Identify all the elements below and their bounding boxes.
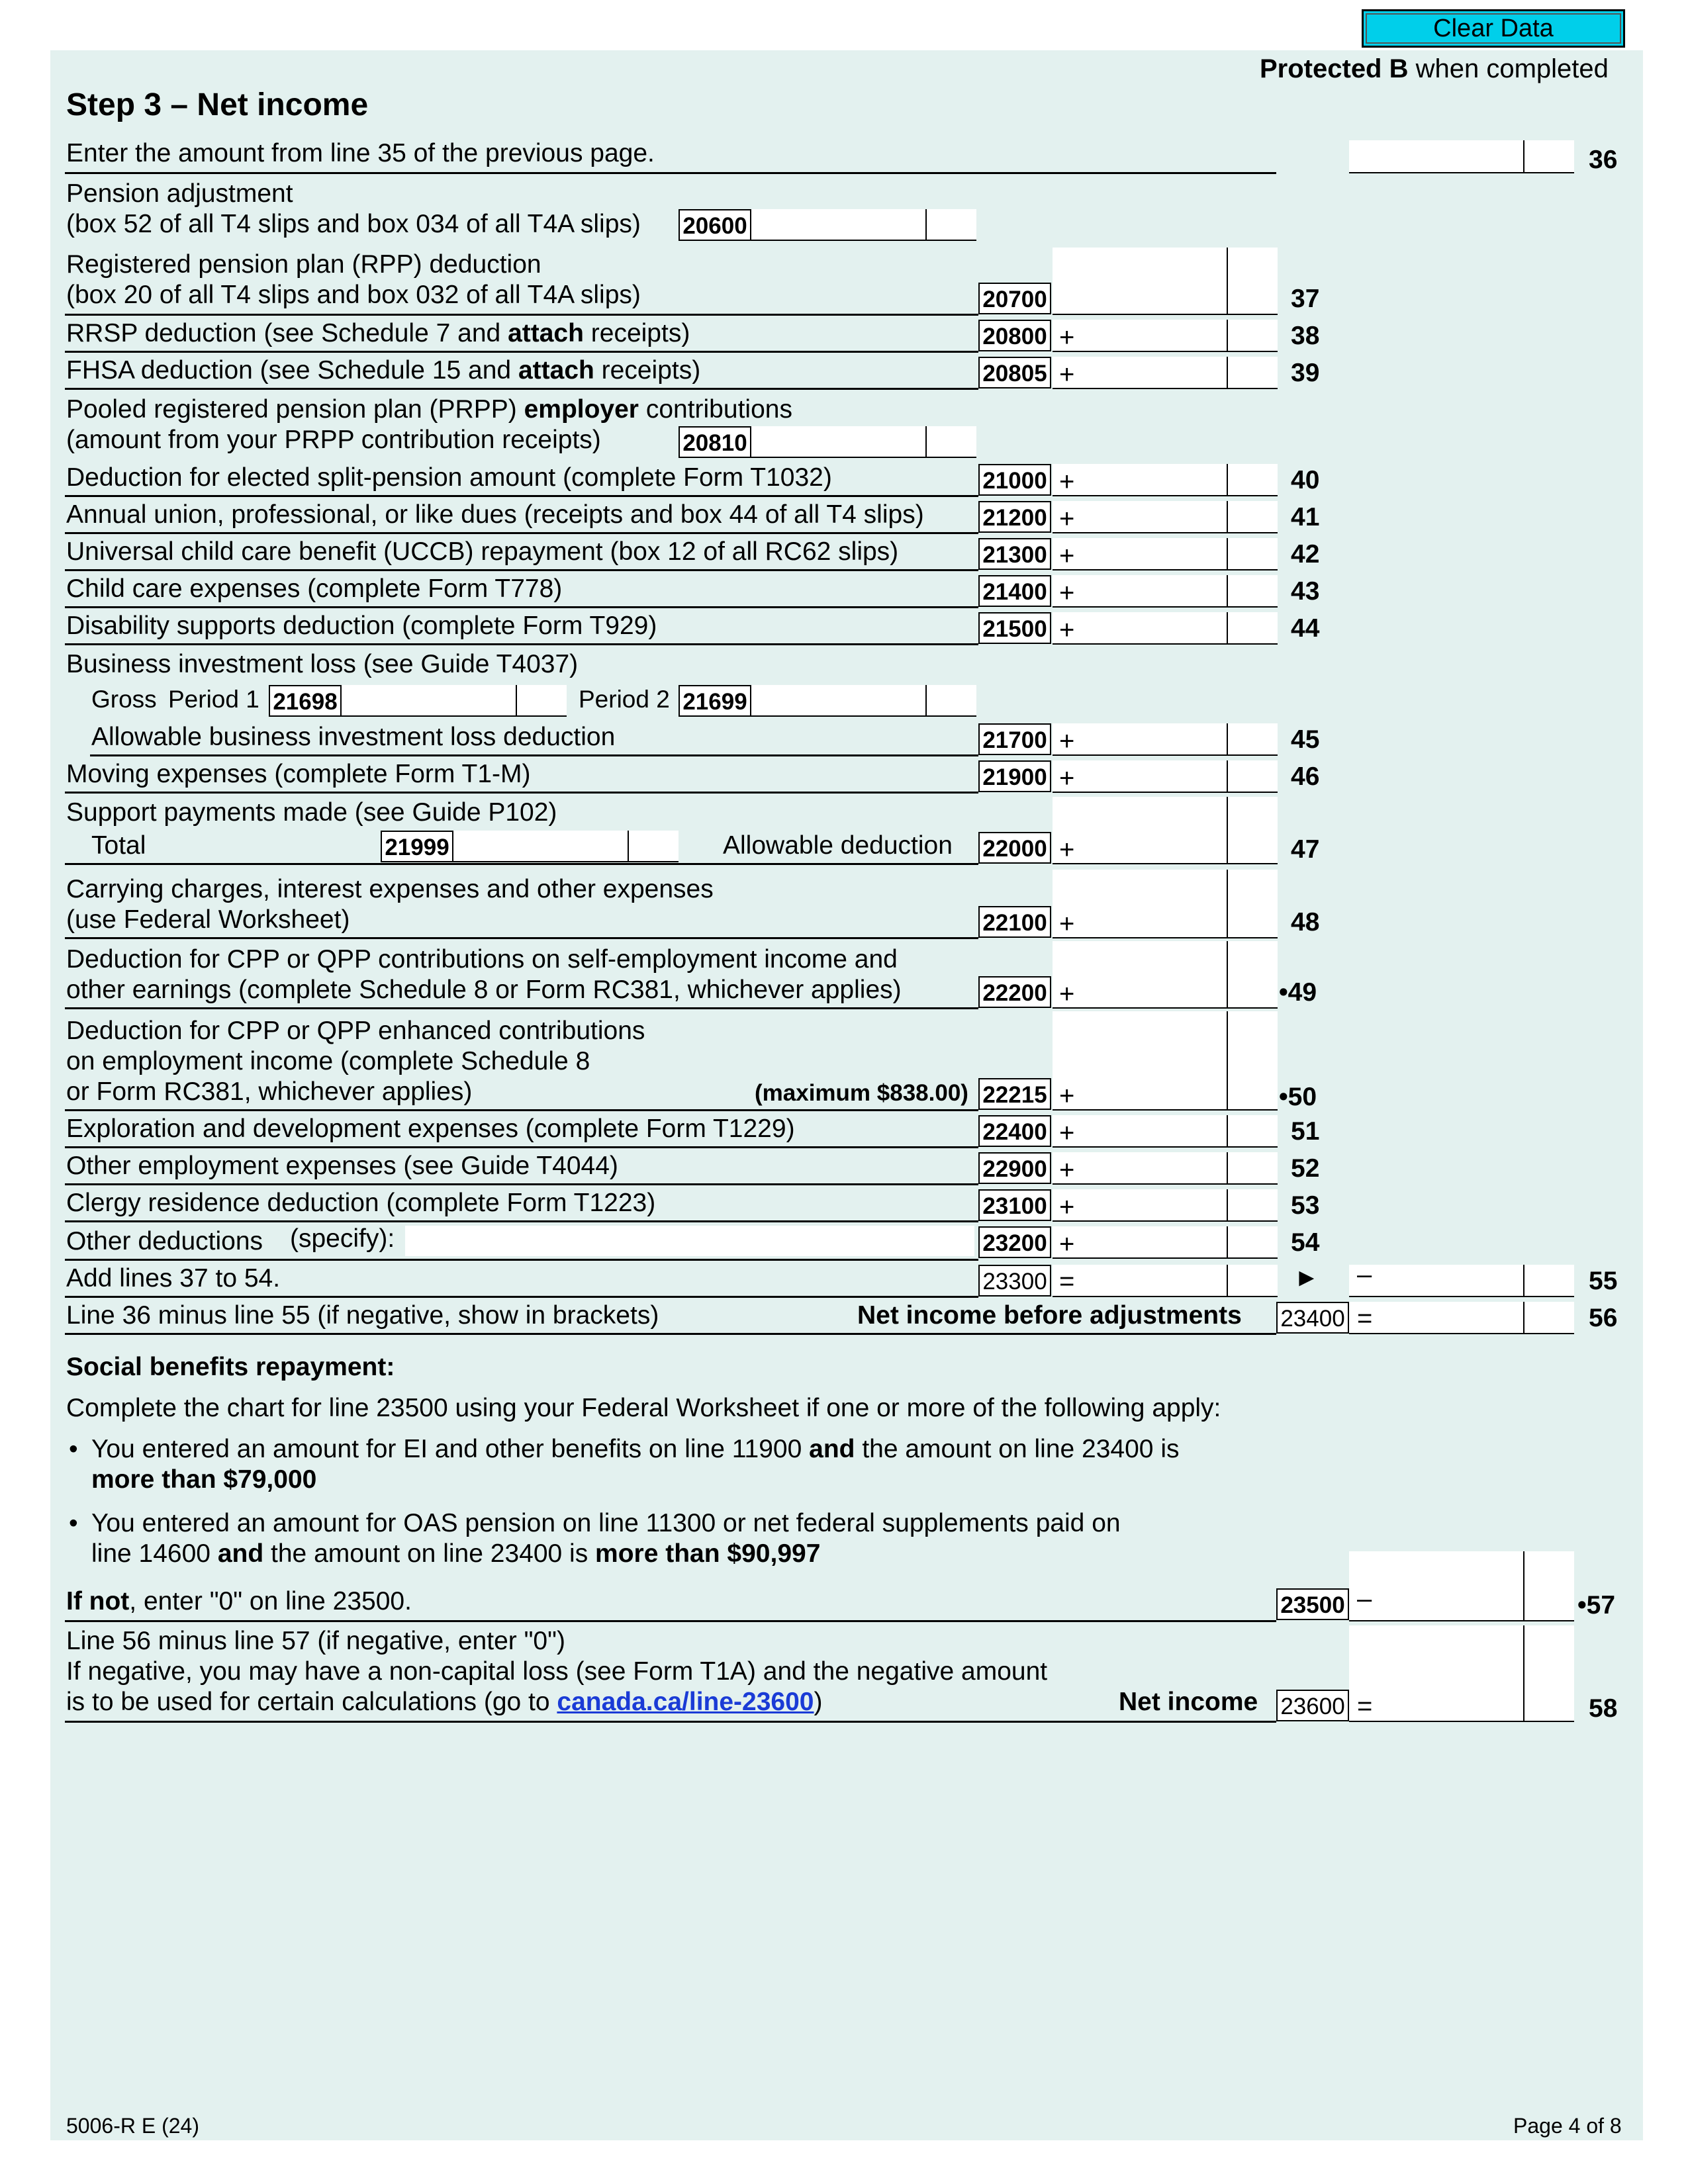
line-44-text: Disability supports deduction (complete Form T929) xyxy=(66,612,657,640)
divider xyxy=(65,1620,1276,1622)
bil-period2-label: Period 2 xyxy=(579,686,670,713)
line-58-text2: If negative, you may have a non-capital loss (see Form T1A) and the negative amount xyxy=(66,1657,1048,1686)
field-21200[interactable] xyxy=(1053,501,1278,533)
line-41-text: Annual union, professional, or like dues (receipts and box 44 of all T4 slips) xyxy=(66,500,924,529)
code-22000: 22000 xyxy=(978,832,1051,864)
line-58-text3: is to be used for certain calculations (go to canada.ca/line-23600) xyxy=(66,1688,823,1716)
field-21500[interactable] xyxy=(1053,612,1278,645)
prpp-text1: Pooled registered pension plan (PRPP) employer contributions xyxy=(66,395,792,424)
code-23400: 23400 xyxy=(1276,1302,1349,1334)
field-22000[interactable] xyxy=(1053,797,1278,864)
field-23500[interactable] xyxy=(1349,1551,1574,1621)
op-plus: + xyxy=(1059,467,1075,496)
bullet-icon: • xyxy=(69,1435,78,1463)
code-21699: 21699 xyxy=(679,685,751,717)
line-57-text: If not, enter "0" on line 23500. xyxy=(66,1587,412,1615)
code-21400: 21400 xyxy=(978,575,1051,607)
line-52-number: 52 xyxy=(1291,1154,1320,1183)
divider xyxy=(65,388,978,390)
divider xyxy=(65,792,978,794)
op-equals: = xyxy=(1357,1692,1373,1721)
line-36-number: 36 xyxy=(1589,146,1618,174)
line-55-text: Add lines 37 to 54. xyxy=(66,1264,281,1293)
line-53-number: 53 xyxy=(1291,1191,1320,1220)
line-56-number: 56 xyxy=(1589,1304,1618,1332)
op-plus: + xyxy=(1059,1156,1075,1185)
line-50-text1: Deduction for CPP or QPP enhanced contributions xyxy=(66,1017,645,1045)
line-49-text2: other earnings (complete Schedule 8 or Form RC381, whichever applies) xyxy=(66,976,902,1004)
code-21200: 21200 xyxy=(978,501,1051,533)
field-21300[interactable] xyxy=(1053,538,1278,570)
line-39-text: FHSA deduction (see Schedule 15 and attach receipts) xyxy=(66,356,701,385)
divider xyxy=(65,643,978,645)
line-58-label: Net income xyxy=(1119,1688,1258,1716)
protected-b-label: Protected B when completed xyxy=(1260,54,1609,83)
field-22100[interactable] xyxy=(1053,870,1278,938)
line-40-text: Deduction for elected split-pension amount (complete Form T1032) xyxy=(66,463,832,492)
line-44-number: 44 xyxy=(1291,614,1320,643)
op-plus: + xyxy=(1059,727,1075,756)
line-58-text1: Line 56 minus line 57 (if negative, enter "0") xyxy=(66,1627,565,1655)
field-21699[interactable] xyxy=(751,685,976,717)
line-56-text: Line 36 minus line 55 (if negative, show in brackets) xyxy=(66,1301,659,1330)
line-48-text1: Carrying charges, interest expenses and other expenses xyxy=(66,875,714,903)
field-23100[interactable] xyxy=(1053,1189,1278,1222)
code-21000: 21000 xyxy=(978,464,1051,496)
code-21999: 21999 xyxy=(381,831,453,862)
line-58-number: 58 xyxy=(1589,1694,1618,1723)
field-20805[interactable] xyxy=(1053,357,1278,389)
line-48-text2: (use Federal Worksheet) xyxy=(66,905,350,934)
social-benefits-intro: Complete the chart for line 23500 using your Federal Worksheet if one or more of the following apply: xyxy=(66,1394,1221,1422)
code-21698: 21698 xyxy=(269,685,342,717)
field-21000[interactable] xyxy=(1053,464,1278,496)
divider xyxy=(65,937,978,939)
op-equals: = xyxy=(1357,1304,1373,1333)
line-42-text: Universal child care benefit (UCCB) repayment (box 12 of all RC62 slips) xyxy=(66,537,899,566)
op-plus: + xyxy=(1059,764,1075,793)
code-23200: 23200 xyxy=(978,1226,1051,1258)
line-49-number: •49 xyxy=(1279,978,1317,1007)
divider xyxy=(65,1007,978,1009)
bil-period1-label: Period 1 xyxy=(168,686,259,713)
op-plus: + xyxy=(1059,615,1075,645)
line-39-number: 39 xyxy=(1291,359,1320,387)
prpp-text2: (amount from your PRPP contribution receipts) xyxy=(66,426,601,454)
code-21500: 21500 xyxy=(978,612,1051,644)
line-54-specify: (specify): xyxy=(290,1224,395,1253)
field-22215[interactable] xyxy=(1053,1011,1278,1111)
field-21999[interactable] xyxy=(453,831,679,862)
divider xyxy=(65,1146,978,1148)
op-plus: + xyxy=(1059,1230,1075,1259)
code-21300: 21300 xyxy=(978,538,1051,570)
bil-gross-label: Gross xyxy=(91,686,157,713)
field-21698[interactable] xyxy=(342,685,567,717)
field-20700[interactable] xyxy=(1053,248,1278,315)
form-id: 5006-R E (24) xyxy=(66,2114,199,2138)
op-plus: + xyxy=(1059,1118,1075,1148)
line-45-number: 45 xyxy=(1291,725,1320,754)
op-plus: + xyxy=(1059,323,1075,352)
op-plus: + xyxy=(1059,979,1075,1009)
field-20810[interactable] xyxy=(751,426,976,458)
divider xyxy=(65,1333,1276,1335)
line-53-text: Clergy residence deduction (complete Form T1223) xyxy=(66,1189,656,1217)
bullet-1-line2: more than $79,000 xyxy=(91,1465,317,1494)
line-47-total-label: Total xyxy=(91,831,146,860)
op-plus: + xyxy=(1059,360,1075,389)
code-23600: 23600 xyxy=(1276,1690,1349,1721)
divider xyxy=(65,606,978,608)
op-minus: – xyxy=(1357,1584,1372,1614)
line-51-number: 51 xyxy=(1291,1117,1320,1146)
line-50-maximum: (maximum $838.00) xyxy=(755,1080,968,1106)
divider xyxy=(65,863,978,865)
social-benefits-heading: Social benefits repayment: xyxy=(66,1353,395,1381)
divider xyxy=(65,351,978,353)
divider xyxy=(65,1721,1276,1723)
step-title: Step 3 – Net income xyxy=(66,87,369,122)
op-plus: + xyxy=(1059,835,1075,864)
op-minus: – xyxy=(1357,1260,1372,1289)
line-46-number: 46 xyxy=(1291,762,1320,791)
line-37-number: 37 xyxy=(1291,285,1320,313)
line-50-text2: on employment income (complete Schedule 8 xyxy=(66,1047,590,1075)
line-55-number: 55 xyxy=(1589,1267,1618,1295)
code-20600: 20600 xyxy=(679,209,751,241)
field-23200[interactable] xyxy=(1053,1226,1278,1259)
code-22215: 22215 xyxy=(978,1078,1051,1110)
code-21700: 21700 xyxy=(978,723,1051,755)
code-22100: 22100 xyxy=(978,906,1051,938)
line-51-text: Exploration and development expenses (complete Form T1229) xyxy=(66,1115,795,1143)
line-56-label: Net income before adjustments xyxy=(857,1301,1242,1330)
bullet-2-line2: line 14600 and the amount on line 23400 is more than $90,997 xyxy=(91,1539,821,1568)
line-47-text1: Support payments made (see Guide P102) xyxy=(66,798,557,827)
line-40-number: 40 xyxy=(1291,466,1320,494)
code-20810: 20810 xyxy=(679,426,751,458)
op-plus: + xyxy=(1059,1081,1075,1111)
line-57-number: •57 xyxy=(1577,1591,1616,1619)
field-21700[interactable] xyxy=(1053,723,1278,756)
code-21900: 21900 xyxy=(978,760,1051,792)
arrow-right-icon: ► xyxy=(1294,1264,1319,1292)
field-20800[interactable] xyxy=(1053,320,1278,352)
code-23500: 23500 xyxy=(1276,1588,1349,1620)
field-22900[interactable] xyxy=(1053,1152,1278,1185)
pension-adj-text1: Pension adjustment xyxy=(66,179,293,208)
op-plus: + xyxy=(1059,578,1075,608)
line-36-text: Enter the amount from line 35 of the previous page. xyxy=(66,139,655,167)
line-52-text: Other employment expenses (see Guide T4044) xyxy=(66,1152,618,1180)
line-45-text: Allowable business investment loss deduction xyxy=(91,723,616,751)
code-22900: 22900 xyxy=(978,1152,1051,1184)
divider xyxy=(65,1296,978,1298)
code-22200: 22200 xyxy=(978,976,1051,1008)
line-46-text: Moving expenses (complete Form T1-M) xyxy=(66,760,531,788)
line-50-text3: or Form RC381, whichever applies) xyxy=(66,1077,473,1106)
canada-line-23600-link[interactable]: canada.ca/line-23600 xyxy=(557,1688,814,1716)
op-plus: + xyxy=(1059,1193,1075,1222)
field-20600[interactable] xyxy=(751,209,976,241)
line-55-field[interactable] xyxy=(1349,1265,1574,1297)
page-number: Page 4 of 8 xyxy=(1513,2114,1622,2138)
code-23300: 23300 xyxy=(978,1265,1051,1297)
line-43-text: Child care expenses (complete Form T778) xyxy=(66,574,563,603)
op-plus: + xyxy=(1059,504,1075,533)
divider xyxy=(65,1259,978,1261)
bil-text: Business investment loss (see Guide T4037) xyxy=(66,650,579,678)
bullet-icon: • xyxy=(69,1509,78,1537)
code-20700: 20700 xyxy=(978,283,1051,314)
op-plus: + xyxy=(1059,909,1075,938)
bullet-2-line1: You entered an amount for OAS pension on line 11300 or net federal supplements paid on xyxy=(91,1509,1121,1537)
line-47-number: 47 xyxy=(1291,835,1320,864)
divider xyxy=(65,532,978,534)
code-20805: 20805 xyxy=(978,357,1051,388)
line-49-text1: Deduction for CPP or QPP contributions on self-employment income and xyxy=(66,945,898,974)
divider xyxy=(65,1183,978,1185)
code-20800: 20800 xyxy=(978,320,1051,351)
line-54-text: Other deductions xyxy=(66,1227,263,1255)
line-38-number: 38 xyxy=(1291,322,1320,350)
divider xyxy=(65,1109,978,1111)
op-plus: + xyxy=(1059,541,1075,570)
line-43-number: 43 xyxy=(1291,577,1320,606)
op-equals: = xyxy=(1059,1267,1075,1296)
divider xyxy=(65,495,978,497)
field-23600[interactable] xyxy=(1349,1625,1574,1722)
line-41-number: 41 xyxy=(1291,503,1320,531)
field-21900[interactable] xyxy=(1053,760,1278,793)
field-21400[interactable] xyxy=(1053,575,1278,608)
field-22400[interactable] xyxy=(1053,1115,1278,1148)
line-47-allowable-label: Allowable deduction xyxy=(723,831,953,860)
pension-adj-text2: (box 52 of all T4 slips and box 034 of all T4A slips) xyxy=(66,210,641,238)
line-50-number: •50 xyxy=(1279,1083,1317,1111)
field-23300[interactable] xyxy=(1053,1265,1278,1297)
line-38-text: RRSP deduction (see Schedule 7 and attach receipts) xyxy=(66,319,690,347)
bullet-1-line1: You entered an amount for EI and other benefits on line 11900 and the amount on line 23400 is xyxy=(91,1435,1180,1463)
line-54-number: 54 xyxy=(1291,1228,1320,1257)
divider xyxy=(65,1220,978,1222)
line-36-field[interactable] xyxy=(1349,140,1574,173)
line-48-number: 48 xyxy=(1291,908,1320,936)
divider xyxy=(65,172,1276,174)
line-42-number: 42 xyxy=(1291,540,1320,569)
line-37-text2: (box 20 of all T4 slips and box 032 of all T4A slips) xyxy=(66,281,641,309)
field-23400[interactable] xyxy=(1349,1302,1574,1334)
divider xyxy=(65,314,978,316)
clear-data-button[interactable]: Clear Data xyxy=(1362,9,1625,48)
divider xyxy=(65,569,978,571)
code-23100: 23100 xyxy=(978,1189,1051,1221)
field-22200[interactable] xyxy=(1053,941,1278,1009)
other-deductions-specify-input[interactable] xyxy=(405,1226,974,1256)
line-37-text1: Registered pension plan (RPP) deduction xyxy=(66,250,541,279)
code-22400: 22400 xyxy=(978,1115,1051,1147)
divider xyxy=(90,754,978,756)
